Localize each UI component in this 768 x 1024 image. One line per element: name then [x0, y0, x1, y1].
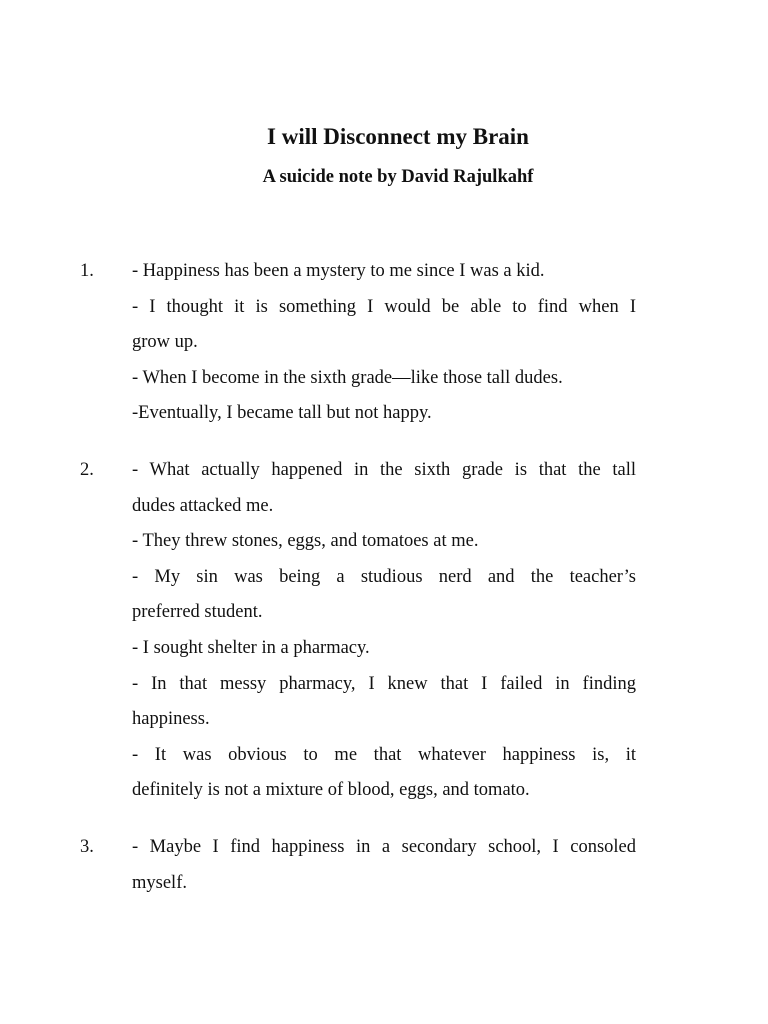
- text-line: definitely is not a mixture of blood, eggs, and tomato.: [132, 780, 530, 801]
- list-item-3: [0, 830, 768, 901]
- list-item-number: 1.: [80, 261, 94, 281]
- list-item-number: 3.: [80, 836, 94, 857]
- text-line: - In that messy pharmacy, I knew that I failed in finding: [132, 673, 636, 694]
- text-line: -Eventually, I became tall but not happy.: [132, 403, 432, 424]
- text-line: happiness.: [132, 709, 210, 730]
- list-item-number: 2.: [80, 459, 94, 480]
- list-item-body: [132, 453, 636, 809]
- text-line: - Happiness has been a mystery to me since I was a kid.: [132, 261, 545, 281]
- text-line: dudes attacked me.: [132, 495, 274, 516]
- page-subtitle: A suicide note by David Rajulkahf: [262, 167, 534, 187]
- text-line: - They threw stones, eggs, and tomatoes at me.: [132, 531, 479, 552]
- text-line: - When I become in the sixth grade—like those tall dudes.: [132, 367, 563, 388]
- text-line: myself.: [132, 872, 187, 893]
- list-item-1: [0, 254, 768, 432]
- list-item-2: [0, 453, 768, 809]
- list-item-body: [132, 830, 636, 901]
- text-line: - Maybe I find happiness in a secondary school, I consoled: [132, 836, 636, 857]
- text-line: - I thought it is something I would be able to find when I: [132, 296, 636, 317]
- text-line: - My sin was being a studious nerd and the teacher’s: [132, 566, 636, 587]
- text-line: - It was obvious to me that whatever happiness is, it: [132, 744, 636, 765]
- text-line: - What actually happened in the sixth grade is that the tall: [132, 459, 636, 480]
- text-line: - I sought shelter in a pharmacy.: [132, 637, 370, 658]
- list-item-body: [132, 254, 636, 432]
- text-line: grow up.: [132, 332, 198, 353]
- numbered-list: [0, 254, 768, 901]
- text-line: preferred student.: [132, 602, 263, 623]
- page-title: I will Disconnect my Brain: [267, 124, 529, 149]
